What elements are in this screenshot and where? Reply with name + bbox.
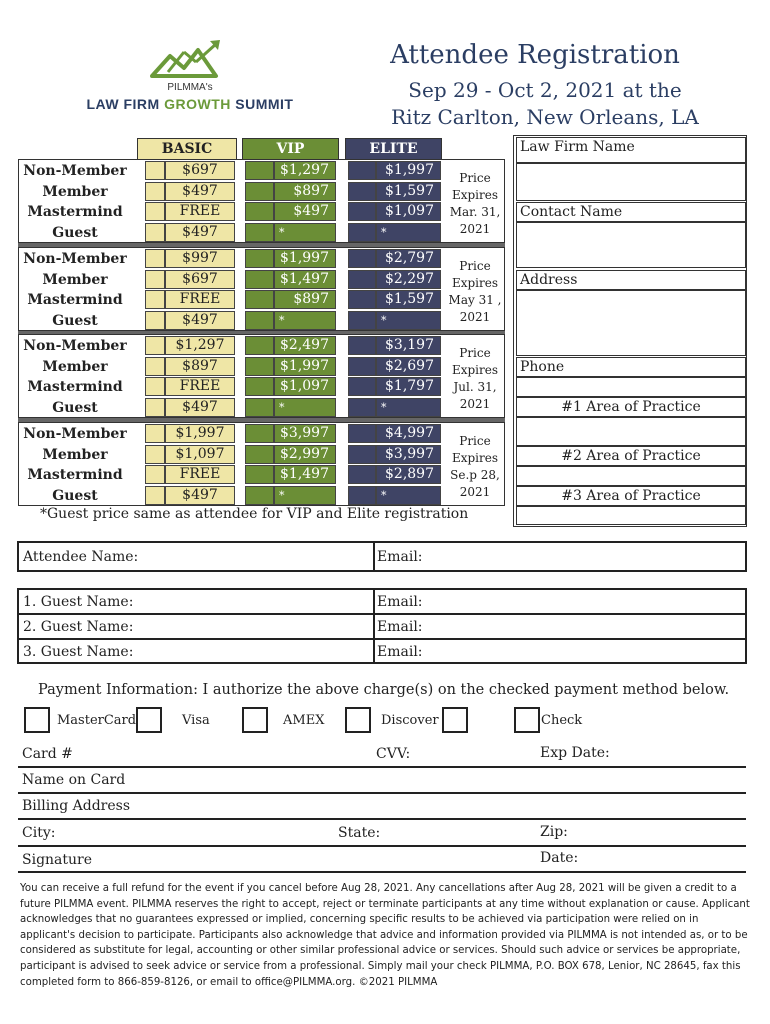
price-stub — [245, 161, 274, 180]
growth-chart-icon — [60, 38, 320, 82]
zip-label: Zip: — [540, 824, 568, 840]
expiry-line: Se.p 28, — [450, 468, 500, 482]
expiry-line: Price — [459, 434, 491, 448]
basic-price-cell: $497 — [165, 311, 235, 330]
expiry-line: Mar. 31, — [449, 205, 501, 219]
col-vip-header: VIP — [242, 138, 339, 160]
price-stub — [145, 357, 165, 376]
price-stub — [245, 202, 274, 221]
law-firm-label: Law Firm Name — [516, 137, 746, 163]
vip-price-cell: $897 — [274, 290, 336, 309]
price-expiry — [446, 345, 504, 413]
vip-price-cell: $2,497 — [274, 336, 336, 355]
state-label: State: — [338, 825, 381, 841]
mastercard-label: MasterCard — [57, 713, 137, 728]
billing-address-line[interactable] — [18, 818, 746, 820]
city-label: City: — [22, 825, 56, 841]
summit-logo — [60, 38, 320, 118]
expiry-line: Expires — [451, 188, 499, 202]
vip-price-cell: * — [274, 398, 336, 417]
price-stub — [245, 465, 274, 484]
price-tier-2 — [18, 247, 505, 331]
row-label: Non-Member — [23, 338, 127, 354]
area2-field[interactable] — [516, 466, 746, 486]
price-stub — [145, 270, 165, 289]
elite-price-cell: * — [376, 486, 441, 505]
price-stub — [348, 290, 376, 309]
divider — [373, 543, 375, 570]
expiry-line: 2021 — [459, 310, 491, 324]
price-stub — [145, 311, 165, 330]
vip-price-cell: * — [274, 311, 336, 330]
price-stub — [145, 424, 165, 443]
price-stub — [245, 486, 274, 505]
guest1-email-label: Email: — [377, 594, 423, 610]
amex-checkbox[interactable] — [242, 707, 268, 733]
price-stub — [245, 311, 274, 330]
guest2-email-label: Email: — [377, 619, 423, 635]
price-stub — [348, 445, 376, 464]
price-stub — [245, 424, 274, 443]
basic-price-cell: $497 — [165, 486, 235, 505]
elite-price-cell: $2,297 — [376, 270, 441, 289]
elite-price-cell: $3,997 — [376, 445, 441, 464]
price-stub — [348, 182, 376, 201]
price-stub — [145, 377, 165, 396]
price-stub — [145, 182, 165, 201]
phone-label: Phone — [516, 357, 746, 377]
price-tier-3 — [18, 334, 505, 418]
price-stub — [145, 290, 165, 309]
basic-price-cell: FREE — [165, 290, 235, 309]
name-on-card-line[interactable] — [18, 792, 746, 794]
price-tier-1 — [18, 159, 505, 243]
area1-label: #1 Area of Practice — [516, 397, 746, 417]
contact-name-field[interactable] — [516, 222, 746, 268]
payment-info-title: Payment Information: I authorize the above charge(s) on the checked payment method below. — [38, 682, 730, 698]
price-stub — [348, 398, 376, 417]
firm-info-panel — [513, 135, 747, 527]
discover-label: Discover — [381, 713, 439, 728]
logo-name — [60, 96, 320, 112]
price-stub — [145, 161, 165, 180]
price-stub — [348, 465, 376, 484]
row-label: Member — [42, 358, 108, 375]
expiry-line: 2021 — [459, 485, 491, 499]
vip-price-cell: $3,997 — [274, 424, 336, 443]
name-on-card-label: Name on Card — [22, 772, 126, 788]
vip-price-cell: * — [274, 486, 336, 505]
guest2-name-label: 2. Guest Name: — [23, 619, 134, 635]
price-stub — [145, 465, 165, 484]
price-stub — [145, 249, 165, 268]
basic-price-cell: FREE — [165, 202, 235, 221]
price-stub — [348, 486, 376, 505]
basic-price-cell: $1,297 — [165, 336, 235, 355]
price-stub — [245, 336, 274, 355]
basic-price-cell: $697 — [165, 270, 235, 289]
expiry-line: Expires — [451, 451, 499, 465]
elite-price-cell: $4,997 — [376, 424, 441, 443]
logo-part3: SUMMIT — [230, 96, 294, 112]
expiry-line: Expires — [451, 363, 499, 377]
price-stub — [145, 223, 165, 242]
price-stub — [348, 424, 376, 443]
address-field[interactable] — [516, 290, 746, 356]
price-stub — [348, 161, 376, 180]
price-stub — [245, 223, 274, 242]
basic-price-cell: $997 — [165, 249, 235, 268]
cvv-label: CVV: — [376, 746, 411, 762]
row-label: Guest — [52, 224, 98, 241]
billing-address-label: Billing Address — [22, 798, 131, 814]
price-stub — [348, 357, 376, 376]
row-label: Member — [42, 271, 108, 288]
visa-checkbox[interactable] — [136, 707, 162, 733]
basic-price-cell: FREE — [165, 377, 235, 396]
expiry-line: 2021 — [459, 222, 491, 236]
guest-row-3[interactable] — [19, 640, 745, 665]
price-expiry — [446, 170, 504, 238]
guest-row-2[interactable] — [19, 615, 745, 640]
price-stub — [245, 270, 274, 289]
expiry-line: Jul. 31, — [453, 380, 497, 394]
price-stub — [348, 202, 376, 221]
city-line[interactable] — [18, 845, 746, 847]
page-title: Attendee Registration — [390, 40, 680, 70]
vip-price-cell: $2,997 — [274, 445, 336, 464]
signature-label: Signature — [22, 852, 93, 868]
row-label: Non-Member — [23, 426, 127, 442]
row-label: Guest — [52, 312, 98, 329]
col-elite-header: ELITE — [345, 138, 442, 160]
terms-text: You can receive a full refund for the event if you cancel before Aug 28, 2021. Any cancellations after Aug 28, 2021 will be given a credit to a future PILMMA event. PILMMA reserves the right to accept, reject or terminate participants at any time without explanation or cause. Applicant acknowledges that no guarantees expressed or implied, concerning specific results to be achieved via participation were relied on in applicant's decision to participate. Participants also acknowledge that advice and information provided via PILMMA is not intended as, or to be considered as substitute for legal, accounting or other similar professional advice or services. Should such advice or services be appropriate, participant is advised to seek advice or service from a professional. Simply mail your check PILMMA, P.O. BOX 678, Lenior, NC 28645, fax this completed form to 866-859-8126, or email to office@PILMMA.org. ©2021 PILMMA — [20, 883, 750, 988]
pricing-table — [18, 135, 508, 505]
logo-part1: LAW FIRM — [86, 96, 165, 112]
check-checkbox[interactable] — [514, 707, 540, 733]
logo-small-text: PILMMA's — [167, 82, 213, 93]
other-checkbox[interactable] — [442, 707, 468, 733]
row-label: Non-Member — [23, 251, 127, 267]
elite-price-cell: $2,697 — [376, 357, 441, 376]
vip-price-cell: $1,997 — [274, 357, 336, 376]
price-stub — [245, 445, 274, 464]
guest-row-1[interactable] — [19, 590, 745, 615]
basic-price-cell: $1,997 — [165, 424, 235, 443]
price-stub — [245, 398, 274, 417]
elite-price-cell: * — [376, 398, 441, 417]
price-stub — [348, 223, 376, 242]
attendee-box — [17, 541, 747, 572]
date-label: Date: — [540, 850, 579, 866]
price-stub — [245, 182, 274, 201]
price-stub — [245, 377, 274, 396]
mastercard-checkbox[interactable] — [24, 707, 50, 733]
vip-price-cell: $1,097 — [274, 377, 336, 396]
area1-field[interactable] — [516, 417, 746, 446]
row-label: Mastermind — [27, 204, 123, 220]
expiry-line: May 31 , — [448, 293, 502, 307]
divider — [373, 590, 375, 662]
guest-price-note: *Guest price same as attendee for VIP and Elite registration — [40, 506, 469, 522]
price-stub — [145, 202, 165, 221]
area3-label: #3 Area of Practice — [516, 486, 746, 506]
phone-field[interactable] — [516, 377, 746, 397]
basic-price-cell: $497 — [165, 398, 235, 417]
elite-price-cell: $1,597 — [376, 290, 441, 309]
expiry-line: Price — [459, 346, 491, 360]
row-label: Member — [42, 183, 108, 200]
expiry-line: 2021 — [459, 397, 491, 411]
basic-price-cell: FREE — [165, 465, 235, 484]
price-stub — [348, 249, 376, 268]
attendee-email-label: Email: — [377, 549, 423, 565]
basic-price-cell: $1,097 — [165, 445, 235, 464]
elite-price-cell: $1,097 — [376, 202, 441, 221]
guest3-email-label: Email: — [377, 644, 423, 660]
price-expiry — [446, 433, 504, 501]
check-label: Check — [541, 713, 583, 728]
event-venue: Ritz Carlton, New Orleans, LA — [391, 105, 699, 129]
elite-price-cell: $2,897 — [376, 465, 441, 484]
elite-price-cell: $1,797 — [376, 377, 441, 396]
price-stub — [145, 336, 165, 355]
guest1-name-label: 1. Guest Name: — [23, 594, 134, 610]
price-tier-4 — [18, 422, 505, 506]
elite-price-cell: * — [376, 223, 441, 242]
row-label: Non-Member — [23, 163, 127, 179]
expiry-line: Price — [459, 259, 491, 273]
amex-label: AMEX — [283, 713, 325, 728]
price-stub — [245, 249, 274, 268]
expiry-line: Expires — [451, 276, 499, 290]
col-basic-header: BASIC — [137, 138, 237, 160]
guests-box — [17, 588, 747, 664]
row-label: Mastermind — [27, 292, 123, 308]
basic-price-cell: $697 — [165, 161, 235, 180]
price-stub — [145, 445, 165, 464]
row-label: Member — [42, 446, 108, 463]
expiry-line: Price — [459, 171, 491, 185]
card-number-line[interactable] — [18, 766, 746, 768]
basic-price-cell: $897 — [165, 357, 235, 376]
basic-price-cell: $497 — [165, 223, 235, 242]
vip-price-cell: $1,297 — [274, 161, 336, 180]
price-stub — [145, 398, 165, 417]
elite-price-cell: $2,797 — [376, 249, 441, 268]
visa-label: Visa — [182, 713, 210, 728]
event-dates: Sep 29 - Oct 2, 2021 at the — [408, 78, 682, 102]
exp-date-label: Exp Date: — [540, 745, 610, 761]
basic-price-cell: $497 — [165, 182, 235, 201]
price-stub — [348, 377, 376, 396]
contact-name-label: Contact Name — [516, 202, 746, 222]
law-firm-field[interactable] — [516, 163, 746, 201]
attendee-name-label: Attendee Name: — [23, 549, 139, 565]
price-stub — [245, 290, 274, 309]
row-label: Guest — [52, 399, 98, 416]
elite-price-cell: * — [376, 311, 441, 330]
logo-part2: GROWTH — [164, 96, 231, 112]
price-stub — [245, 357, 274, 376]
discover-checkbox[interactable] — [345, 707, 371, 733]
price-stub — [348, 270, 376, 289]
vip-price-cell: * — [274, 223, 336, 242]
vip-price-cell: $497 — [274, 202, 336, 221]
elite-price-cell: $1,597 — [376, 182, 441, 201]
vip-price-cell: $897 — [274, 182, 336, 201]
area3-field[interactable] — [516, 506, 746, 525]
price-stub — [348, 311, 376, 330]
signature-line[interactable] — [18, 871, 746, 873]
row-label: Mastermind — [27, 379, 123, 395]
vip-price-cell: $1,997 — [274, 249, 336, 268]
row-label: Guest — [52, 487, 98, 504]
elite-price-cell: $3,197 — [376, 336, 441, 355]
elite-price-cell: $1,997 — [376, 161, 441, 180]
address-label: Address — [516, 270, 746, 290]
price-stub — [145, 486, 165, 505]
card-number-label: Card # — [22, 746, 73, 762]
price-expiry — [446, 258, 504, 326]
row-label: Mastermind — [27, 467, 123, 483]
price-stub — [348, 336, 376, 355]
vip-price-cell: $1,497 — [274, 270, 336, 289]
area2-label: #2 Area of Practice — [516, 446, 746, 466]
attendee-row[interactable] — [19, 545, 745, 570]
vip-price-cell: $1,497 — [274, 465, 336, 484]
guest3-name-label: 3. Guest Name: — [23, 644, 134, 660]
